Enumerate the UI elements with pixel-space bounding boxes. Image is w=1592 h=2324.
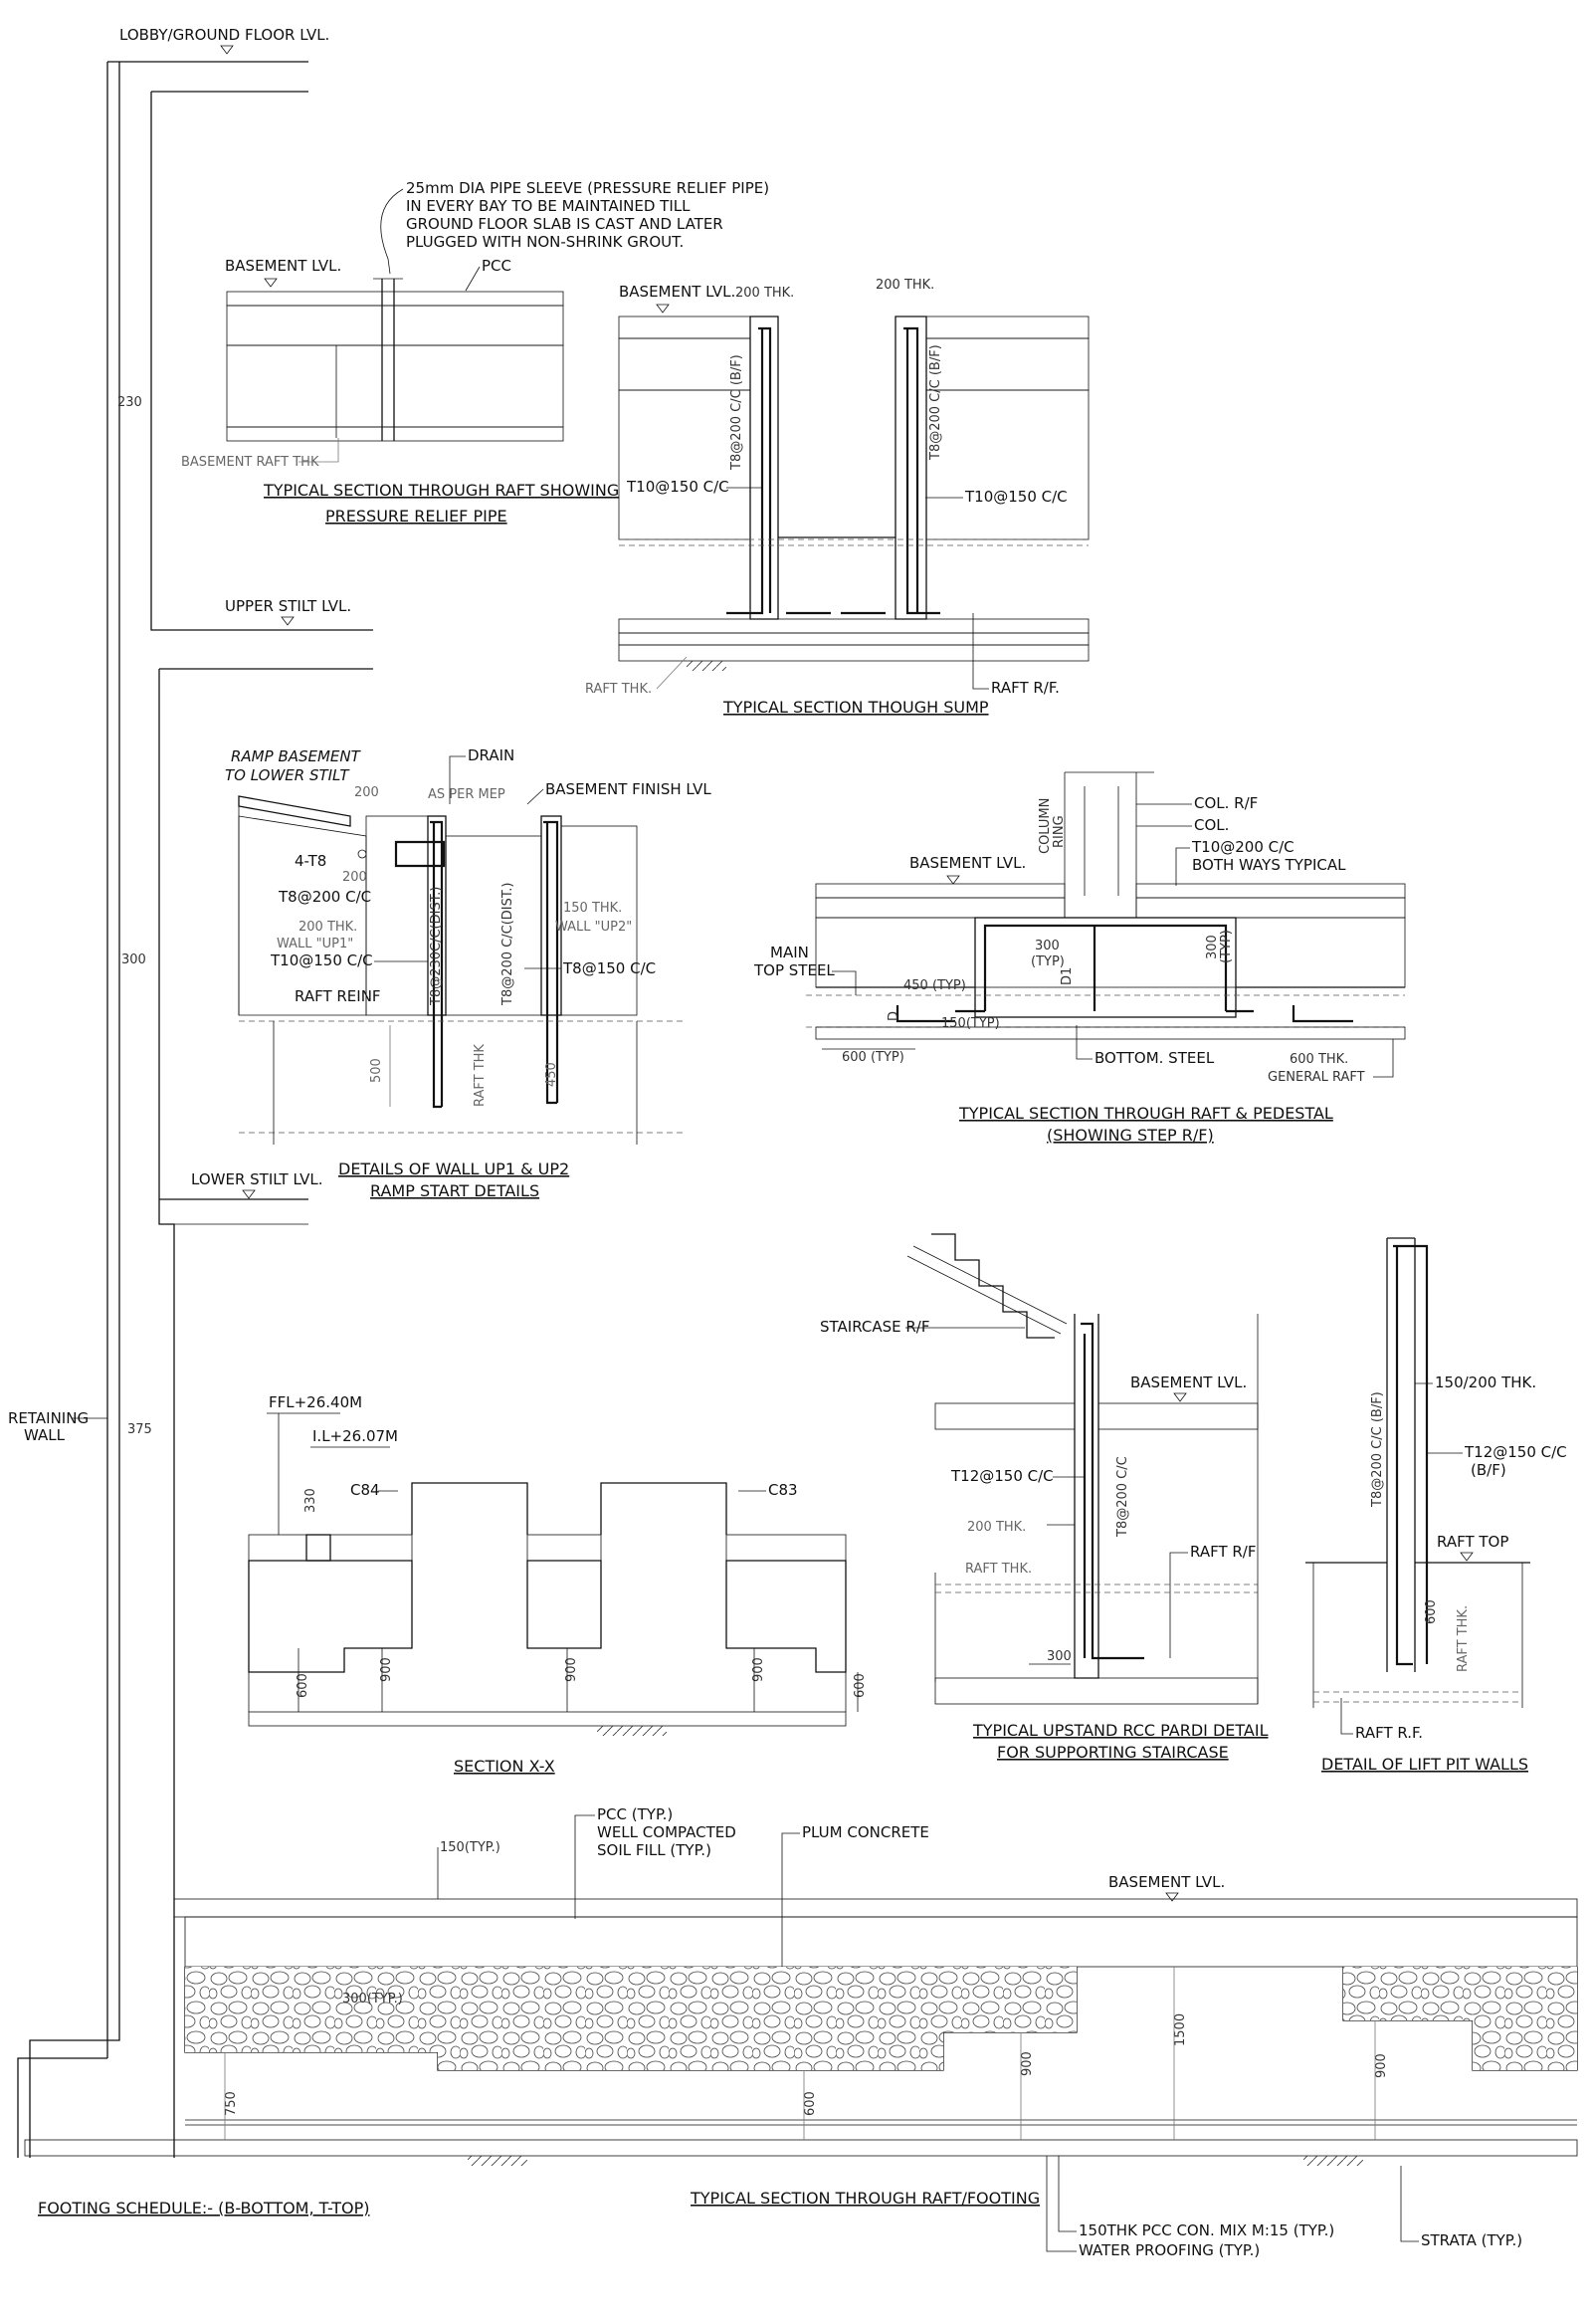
svg-text:COL.: COL. xyxy=(1194,816,1230,834)
svg-text:BASEMENT RAFT THK: BASEMENT RAFT THK xyxy=(181,455,319,470)
svg-text:T12@150 C/C: T12@150 C/C xyxy=(951,1467,1054,1485)
svg-text:WALL "UP1": WALL "UP1" xyxy=(277,937,354,951)
svg-text:330: 330 xyxy=(303,1488,318,1513)
svg-text:900: 900 xyxy=(564,1657,579,1682)
svg-text:300: 300 xyxy=(1205,935,1220,959)
svg-text:TYPICAL SECTION THOUGH SUMP: TYPICAL SECTION THOUGH SUMP xyxy=(723,698,989,717)
svg-text:200 THK.: 200 THK. xyxy=(876,278,935,293)
svg-text:BASEMENT FINISH LVL: BASEMENT FINISH LVL xyxy=(545,780,711,798)
svg-text:RAFT R/F: RAFT R/F xyxy=(1190,1543,1257,1561)
svg-text:DETAIL OF LIFT PIT WALLS: DETAIL OF LIFT PIT WALLS xyxy=(1321,1755,1529,1774)
retaining-wall-label xyxy=(8,1409,107,1444)
wall-up-section xyxy=(225,746,711,1200)
svg-text:600: 600 xyxy=(296,1673,310,1698)
svg-text:BOTTOM. STEEL: BOTTOM. STEEL xyxy=(1094,1049,1215,1067)
svg-text:SECTION X-X: SECTION X-X xyxy=(454,1757,555,1776)
svg-text:FOOTING SCHEDULE:- (B-BOTTOM,: FOOTING SCHEDULE:- (B-BOTTOM, T-TOP) xyxy=(38,2199,370,2218)
svg-text:GENERAL RAFT: GENERAL RAFT xyxy=(1268,1070,1365,1085)
svg-text:300: 300 xyxy=(121,952,146,967)
svg-text:200: 200 xyxy=(354,785,379,800)
svg-text:PCC (TYP.): PCC (TYP.) xyxy=(597,1805,674,1823)
svg-text:WATER PROOFING (TYP.): WATER PROOFING (TYP.) xyxy=(1079,2241,1261,2259)
svg-text:200 THK.: 200 THK. xyxy=(967,1520,1027,1535)
lift-pit-section xyxy=(1305,1238,1567,1774)
svg-text:PLUGGED WITH NON-SHRINK GROUT.: PLUGGED WITH NON-SHRINK GROUT. xyxy=(406,233,685,251)
svg-text:BASEMENT LVL.: BASEMENT LVL. xyxy=(909,854,1027,872)
svg-text:T10@150 C/C: T10@150 C/C xyxy=(271,951,373,969)
svg-text:T8@200 C/C: T8@200 C/C xyxy=(1115,1456,1130,1537)
svg-text:200 THK.: 200 THK. xyxy=(735,286,795,301)
svg-text:RAMP START DETAILS: RAMP START DETAILS xyxy=(370,1181,540,1200)
svg-text:900: 900 xyxy=(1020,2051,1035,2076)
svg-text:D: D xyxy=(887,1010,901,1021)
svg-text:GROUND FLOOR SLAB IS CAST AND: GROUND FLOOR SLAB IS CAST AND LATER xyxy=(406,215,723,233)
lobby-level-label: LOBBY/GROUND FLOOR LVL. xyxy=(119,26,330,44)
svg-text:1500: 1500 xyxy=(1173,2012,1188,2046)
retaining-wall-outline xyxy=(18,62,373,2158)
lower-stilt-label: LOWER STILT LVL. xyxy=(191,1170,323,1188)
svg-text:T10@150 C/C: T10@150 C/C xyxy=(627,478,729,496)
svg-text:600: 600 xyxy=(1424,1599,1439,1624)
svg-text:900: 900 xyxy=(1374,2053,1389,2078)
svg-text:RAFT REINF: RAFT REINF xyxy=(295,987,381,1005)
svg-text:PCC: PCC xyxy=(482,257,511,275)
svg-text:T8@150 C/C: T8@150 C/C xyxy=(563,959,657,977)
svg-text:600 THK.: 600 THK. xyxy=(1290,1052,1349,1067)
svg-text:DETAILS OF WALL UP1 & UP2: DETAILS OF WALL UP1 & UP2 xyxy=(338,1160,570,1178)
svg-text:150(TYP.): 150(TYP.) xyxy=(440,1840,500,1855)
svg-text:TYPICAL UPSTAND RCC PARDI DETA: TYPICAL UPSTAND RCC PARDI DETAIL xyxy=(973,1721,1269,1740)
wall-dimensions xyxy=(117,395,152,1437)
svg-text:T8@200 C/C: T8@200 C/C xyxy=(279,888,372,906)
basement-lvl-label: BASEMENT LVL. xyxy=(225,257,342,275)
svg-text:WELL COMPACTED: WELL COMPACTED xyxy=(597,1823,736,1841)
svg-text:4-T8: 4-T8 xyxy=(295,852,327,870)
svg-text:750: 750 xyxy=(224,2091,239,2116)
svg-text:RAFT THK.: RAFT THK. xyxy=(965,1562,1033,1577)
svg-text:300: 300 xyxy=(1047,1649,1072,1664)
svg-text:RAFT THK: RAFT THK xyxy=(473,1044,488,1107)
level-lower-stilt xyxy=(191,1170,323,1198)
svg-text:COL. R/F: COL. R/F xyxy=(1194,794,1259,812)
svg-text:T8@230C/C(DIST.): T8@230C/C(DIST.) xyxy=(429,886,444,1005)
svg-text:BOTH WAYS TYPICAL: BOTH WAYS TYPICAL xyxy=(1192,856,1346,874)
svg-text:T8@200 C/C (B/F): T8@200 C/C (B/F) xyxy=(928,344,943,460)
svg-text:MAIN: MAIN xyxy=(770,944,809,961)
svg-text:PLUM CONCRETE: PLUM CONCRETE xyxy=(802,1823,929,1841)
svg-text:600: 600 xyxy=(803,2091,818,2116)
svg-text:BASEMENT LVL.: BASEMENT LVL. xyxy=(1108,1873,1226,1891)
svg-text:TOP STEEL: TOP STEEL xyxy=(754,961,835,979)
svg-text:900: 900 xyxy=(379,1657,394,1682)
svg-text:C83: C83 xyxy=(768,1481,798,1499)
svg-text:RAFT R.F.: RAFT R.F. xyxy=(1355,1724,1424,1742)
svg-text:FOR SUPPORTING STAIRCASE: FOR SUPPORTING STAIRCASE xyxy=(997,1743,1229,1762)
svg-text:600 (TYP): 600 (TYP) xyxy=(842,1050,904,1065)
section-xx xyxy=(249,1393,868,1776)
svg-text:230: 230 xyxy=(117,395,142,410)
svg-text:450: 450 xyxy=(544,1062,559,1087)
svg-text:T12@150 C/C: T12@150 C/C xyxy=(1465,1443,1567,1461)
svg-text:RAFT R/F.: RAFT R/F. xyxy=(991,679,1060,697)
svg-text:FFL+26.40M: FFL+26.40M xyxy=(269,1393,363,1411)
svg-text:RAMP BASEMENT: RAMP BASEMENT xyxy=(231,747,360,765)
svg-text:IN EVERY BAY TO BE MAINTAINED: IN EVERY BAY TO BE MAINTAINED TILL xyxy=(406,197,691,215)
svg-text:600: 600 xyxy=(853,1673,868,1698)
sump-section xyxy=(585,278,1089,717)
svg-text:T8@200 C/C (B/F): T8@200 C/C (B/F) xyxy=(729,354,744,470)
pardi-section xyxy=(820,1234,1269,1762)
svg-text:(TYP): (TYP) xyxy=(1031,954,1065,969)
pressure-relief-section xyxy=(181,179,769,526)
svg-text:150(TYP): 150(TYP) xyxy=(941,1016,1000,1031)
svg-text:SOIL FILL (TYP.): SOIL FILL (TYP.) xyxy=(597,1841,711,1859)
level-upper-stilt xyxy=(225,597,351,625)
svg-text:C84: C84 xyxy=(350,1481,380,1499)
svg-text:D1: D1 xyxy=(1060,966,1075,985)
svg-text:150THK PCC CON. MIX M:15 (TYP.: 150THK PCC CON. MIX M:15 (TYP.) xyxy=(1079,2221,1335,2239)
svg-text:AS PER MEP: AS PER MEP xyxy=(428,787,505,802)
pedestal-section xyxy=(753,772,1405,1145)
svg-text:BASEMENT LVL.: BASEMENT LVL. xyxy=(619,283,736,301)
svg-text:TO LOWER STILT: TO LOWER STILT xyxy=(225,766,349,784)
upper-stilt-label: UPPER STILT LVL. xyxy=(225,597,352,615)
svg-text:900: 900 xyxy=(751,1657,766,1682)
footing-section xyxy=(25,1805,1577,2259)
svg-text:T8@200 C/C(DIST.): T8@200 C/C(DIST.) xyxy=(500,882,515,1005)
svg-text:200 THK.: 200 THK. xyxy=(298,920,358,935)
svg-text:TYPICAL SECTION THROUGH RAFT/F: TYPICAL SECTION THROUGH RAFT/FOOTING xyxy=(691,2189,1041,2208)
svg-text:300(TYP.): 300(TYP.) xyxy=(342,1992,403,2007)
svg-text:WALL "UP2": WALL "UP2" xyxy=(555,920,633,935)
svg-text:375: 375 xyxy=(127,1422,152,1437)
svg-text:(B/F): (B/F) xyxy=(1471,1461,1506,1479)
svg-text:T10@200 C/C: T10@200 C/C xyxy=(1192,838,1294,856)
svg-text:RAFT TOP: RAFT TOP xyxy=(1437,1533,1509,1551)
svg-text:BASEMENT LVL.: BASEMENT LVL. xyxy=(1130,1373,1248,1391)
svg-text:RAFT THK.: RAFT THK. xyxy=(1456,1604,1471,1672)
svg-text:T8@200 C/C (B/F): T8@200 C/C (B/F) xyxy=(1370,1391,1385,1507)
svg-text:TYPICAL SECTION THROUGH RAFT S: TYPICAL SECTION THROUGH RAFT SHOWING xyxy=(264,481,620,500)
svg-text:450 (TYP): 450 (TYP) xyxy=(903,978,966,993)
svg-text:(SHOWING STEP R/F): (SHOWING STEP R/F) xyxy=(1047,1126,1214,1145)
svg-text:WALL: WALL xyxy=(24,1426,65,1444)
svg-text:150/200 THK.: 150/200 THK. xyxy=(1435,1373,1537,1391)
svg-text:STRATA (TYP.): STRATA (TYP.) xyxy=(1421,2231,1523,2249)
svg-text:500: 500 xyxy=(369,1058,384,1083)
svg-text:PRESSURE RELIEF PIPE: PRESSURE RELIEF PIPE xyxy=(325,507,507,526)
svg-text:STAIRCASE R/F: STAIRCASE R/F xyxy=(820,1318,930,1336)
svg-text:TYPICAL SECTION THROUGH RAFT &: TYPICAL SECTION THROUGH RAFT & PEDESTAL xyxy=(959,1104,1333,1123)
svg-text:200: 200 xyxy=(342,870,367,885)
svg-text:DRAIN: DRAIN xyxy=(468,746,515,764)
svg-text:COLUMN: COLUMN xyxy=(1038,797,1053,854)
svg-text:25mm DIA PIPE SLEEVE (PRESSURE: 25mm DIA PIPE SLEEVE (PRESSURE RELIEF PIPE) xyxy=(406,179,770,197)
svg-text:300: 300 xyxy=(1035,939,1060,953)
level-lobby xyxy=(107,26,329,62)
svg-text:150 THK.: 150 THK. xyxy=(563,901,623,916)
svg-text:RING: RING xyxy=(1052,815,1067,848)
svg-text:(TYP): (TYP) xyxy=(1219,930,1234,963)
svg-text:RAFT THK.: RAFT THK. xyxy=(585,682,653,697)
svg-text:T10@150 C/C: T10@150 C/C xyxy=(965,488,1068,506)
svg-text:I.L+26.07M: I.L+26.07M xyxy=(312,1427,399,1445)
svg-text:RETAINING: RETAINING xyxy=(8,1409,90,1427)
